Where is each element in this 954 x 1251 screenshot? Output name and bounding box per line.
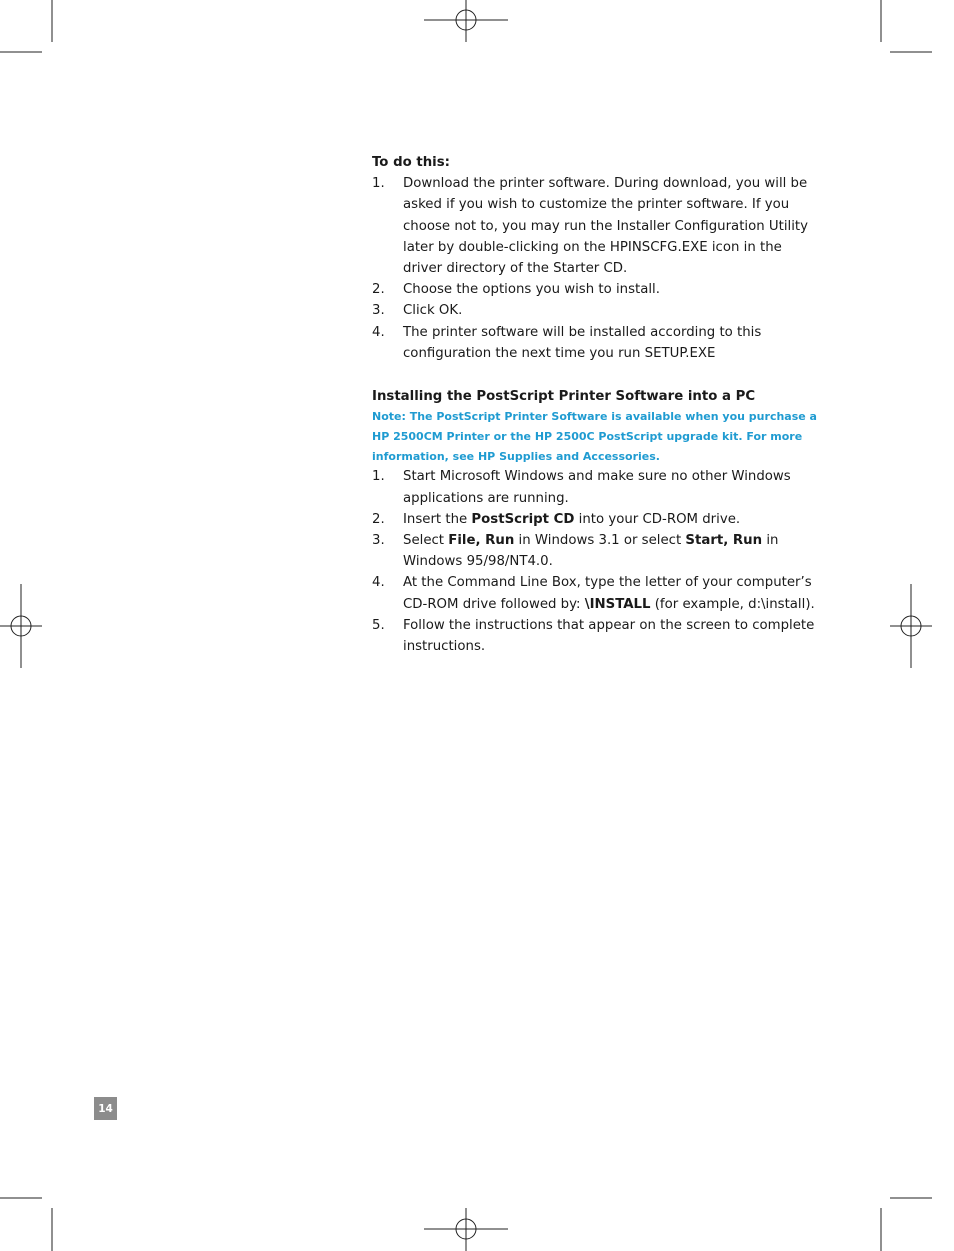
step-text: Click OK.: [403, 303, 463, 319]
list-item: [372, 572, 817, 614]
step-text-part: At the Command Line Box, type the letter of your computer’s CD-ROM drive followed by:: [403, 575, 812, 612]
section-spacer: [372, 364, 817, 386]
step-text: Download the printer software. During download, you will be asked if you wish to customize the printer software. If you choose not to, you may run the Installer Configuration Utility later by double-clicking on the HPINSCFG.EXE icon in the driver directory of the Starter CD.: [403, 176, 809, 277]
step-text-part: Select: [403, 532, 449, 548]
section-heading-postscript-install: Installing the PostScript Printer Software into a PC: [372, 389, 756, 405]
step-number: 3.: [372, 532, 385, 548]
list-item: [372, 300, 817, 321]
step-number: 3.: [372, 303, 385, 319]
list-item: [372, 173, 817, 279]
registration-mark-right: [890, 584, 932, 668]
step-text-emphasis: \INSTALL: [584, 596, 651, 612]
list-item: [372, 530, 817, 572]
step-text-emphasis: PostScript CD: [471, 511, 575, 527]
step-number: 5.: [372, 617, 385, 633]
step-text: [403, 530, 817, 572]
step-text-emphasis: Start, Run: [685, 532, 763, 548]
step-text-part: in Windows 3.1 or select: [514, 532, 686, 548]
step-text: [403, 572, 817, 614]
step-number: 1.: [372, 469, 385, 485]
availability-note: Note: The PostScript Printer Software is available when you purchase a HP 2500CM Printer or the HP 2500C PostScript upgrade kit. For more information, see HP Supplies and Accessories.: [372, 410, 817, 463]
configuration-steps-list: [372, 173, 817, 364]
section-heading-to-do-this: To do this:: [372, 155, 450, 170]
step-text: Start Microsoft Windows and make sure no other Windows applications are running.: [403, 469, 791, 506]
step-number: 4.: [372, 575, 385, 591]
list-item: [372, 509, 817, 530]
install-steps-list: [372, 466, 817, 657]
step-text: Choose the options you wish to install.: [403, 282, 660, 298]
list-item: [372, 322, 817, 364]
step-text-emphasis: File, Run: [448, 532, 515, 548]
step-number: 2.: [372, 511, 385, 527]
step-number: 1.: [372, 176, 385, 192]
page-number-badge: 14: [94, 1097, 117, 1120]
list-item: [372, 466, 817, 508]
step-number: 2.: [372, 282, 385, 298]
step-text-part: in Windows 95/98/NT4.0.: [403, 532, 779, 570]
registration-mark-bottom: [424, 1208, 508, 1251]
list-item: [372, 279, 817, 300]
page-content: [372, 152, 817, 657]
registration-mark-left: [0, 584, 42, 668]
step-text-part: into your CD-ROM drive.: [574, 511, 741, 527]
step-text: Follow the instructions that appear on the screen to complete instructions.: [403, 617, 815, 654]
step-text: The printer software will be installed according to this configuration the next time you run SETUP.EXE: [403, 324, 762, 361]
step-text: [403, 509, 817, 530]
step-number: 4.: [372, 324, 385, 340]
list-item: [372, 615, 817, 657]
step-text-part: Insert the: [403, 511, 472, 527]
step-text-part: (for example, d:\install).: [650, 596, 815, 612]
registration-mark-top: [424, 0, 508, 42]
